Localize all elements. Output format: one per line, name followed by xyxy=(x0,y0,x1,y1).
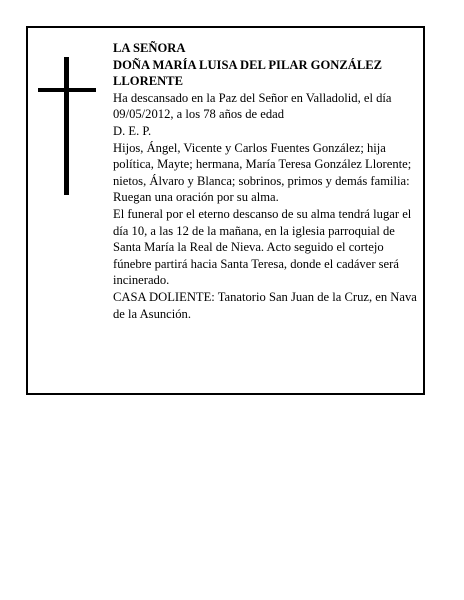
rip-line: D. E. P. xyxy=(113,123,152,138)
rested-statement: Ha descansado en la Paz del Señor en Valladolid, el día 09/05/2012, a los 78 años de edad xyxy=(113,90,392,122)
family-list: Hijos, Ángel, Vicente y Carlos Fuentes González; hija política, Mayte; hermana, María Teresa González Llorente; nietos, Álvaro y Blanca; sobrinos, primos y demás familia: xyxy=(113,140,412,188)
deceased-name: DOÑA MARÍA LUISA DEL PILAR GONZÁLEZ LLORENTE xyxy=(113,57,383,89)
cross-vertical-bar xyxy=(64,57,69,195)
cross-horizontal-bar xyxy=(38,88,96,92)
notice-text xyxy=(113,40,418,322)
honorific: LA SEÑORA xyxy=(113,41,186,55)
funeral-details: El funeral por el eterno descanso de su alma tendrá lugar el día 10, a las 12 de la mañana, en la iglesia parroquial de Santa María la Real de Nieva. Acto seguido el cortejo fúnebre partirá hacia Santa Teresa, donde el cadáver será incinerado. xyxy=(113,206,412,288)
mourning-house: CASA DOLIENTE: Tanatorio San Juan de la Cruz, en Nava de la Asunción. xyxy=(113,289,417,321)
prayer-request: Ruegan una oración por su alma. xyxy=(113,190,279,205)
